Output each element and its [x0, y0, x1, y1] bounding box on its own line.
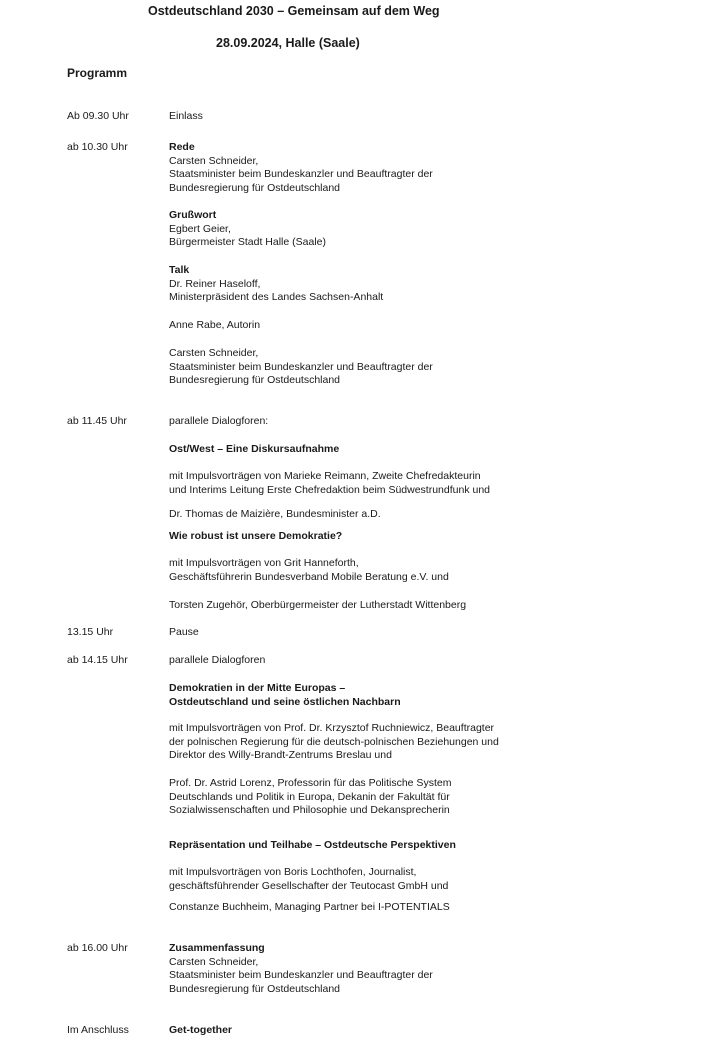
program-item	[169, 557, 689, 584]
item-text: Staatsminister beim Bundeskanzler und Beauftragter der	[169, 360, 433, 373]
program-item	[169, 530, 689, 544]
item-text: Staatsminister beim Bundeskanzler und Beauftragter der	[169, 168, 433, 181]
item-heading: Ostdeutschland und seine östlichen Nachbarn	[169, 695, 401, 708]
item-text: Sozialwissenschaften und Philosophie und Dekansprecherin	[169, 804, 450, 817]
item-text: Ministerpräsident des Landes Sachsen-Anhalt	[169, 291, 384, 304]
item-heading: Repräsentation und Teilhabe – Ostdeutsche Perspektiven	[169, 839, 456, 851]
item-text: Egbert Geier,	[169, 222, 231, 235]
program-item	[169, 415, 689, 429]
item-text: mit Impulsvorträgen von Prof. Dr. Krzysztof Ruchniewicz, Beauftragter	[169, 722, 495, 734]
item-heading: Get-together	[169, 1024, 232, 1036]
item-text: Pause	[169, 626, 199, 638]
time-label: Im Anschluss	[67, 1024, 129, 1036]
item-text: Bundesregierung für Ostdeutschland	[169, 181, 341, 194]
program-item	[169, 347, 689, 388]
item-text: parallele Dialogforen	[169, 654, 266, 666]
document-title: Ostdeutschland 2030 – Gemeinsam auf dem Weg	[148, 4, 440, 18]
item-text: Carsten Schneider,	[169, 154, 259, 167]
item-heading: Ost/West – Eine Diskursaufnahme	[169, 443, 340, 455]
item-text: mit Impulsvorträgen von Marieke Reimann, Zweite Chefredakteurin	[169, 470, 481, 482]
program-item	[169, 901, 689, 915]
program-item	[169, 209, 689, 250]
time-label: ab 14.15 Uhr	[67, 654, 128, 666]
item-text: Bundesregierung für Ostdeutschland	[169, 374, 341, 387]
section-heading: Programm	[67, 66, 128, 80]
item-text: Anne Rabe, Autorin	[169, 319, 261, 331]
program-item	[169, 777, 689, 818]
program-item	[169, 626, 689, 640]
item-text: Dr. Thomas de Maizière, Bundesminister a.D.	[169, 508, 381, 520]
time-label: 13.15 Uhr	[67, 626, 114, 638]
program-item	[169, 443, 689, 457]
item-text: Carsten Schneider,	[169, 347, 259, 359]
program-item	[169, 1024, 689, 1038]
time-label: ab 16.00 Uhr	[67, 942, 128, 954]
item-text: Dr. Reiner Haseloff,	[169, 277, 261, 290]
time-label: Ab 09.30 Uhr	[67, 110, 129, 122]
item-heading: Grußwort	[169, 209, 217, 221]
program-item	[169, 682, 689, 709]
item-text: Deutschlands und Politik in Europa, Dekanin der Fakultät für	[169, 790, 450, 803]
program-item	[169, 508, 689, 522]
item-heading: Rede	[169, 141, 195, 153]
item-text: Geschäftsführerin Bundesverband Mobile Beratung e.V. und	[169, 570, 449, 583]
item-text: parallele Dialogforen:	[169, 415, 269, 427]
item-heading: Demokratien in der Mitte Europas –	[169, 682, 346, 694]
item-text: Bundesregierung für Ostdeutschland	[169, 982, 341, 995]
item-text: Constanze Buchheim, Managing Partner bei I-POTENTIALS	[169, 901, 450, 913]
program-item	[169, 264, 689, 305]
item-text: Staatsminister beim Bundeskanzler und Beauftragter der	[169, 969, 433, 982]
item-text: mit Impulsvorträgen von Grit Hanneforth,	[169, 557, 359, 569]
program-item	[169, 654, 689, 668]
program-item	[169, 866, 689, 893]
item-heading: Talk	[169, 264, 190, 276]
item-text: Prof. Dr. Astrid Lorenz, Professorin für das Politische System	[169, 777, 452, 789]
item-heading: Wie robust ist unsere Demokratie?	[169, 530, 343, 542]
item-text: mit Impulsvorträgen von Boris Lochthofen, Journalist,	[169, 866, 417, 878]
program-item	[169, 722, 689, 763]
program-item	[169, 470, 689, 497]
item-text: Torsten Zugehör, Oberbürgermeister der Lutherstadt Wittenberg	[169, 599, 467, 611]
item-text: Bürgermeister Stadt Halle (Saale)	[169, 236, 326, 249]
item-text: Einlass	[169, 110, 203, 122]
item-text: geschäftsführender Gesellschafter der Teutocast GmbH und	[169, 879, 449, 892]
date-place: 28.09.2024, Halle (Saale)	[216, 36, 360, 50]
program-item	[169, 839, 689, 853]
program-item	[169, 599, 689, 613]
program-item	[169, 141, 689, 195]
item-text: Direktor des Willy-Brandt-Zentrums Breslau und	[169, 749, 392, 762]
program-item	[169, 110, 689, 124]
item-text: Carsten Schneider,	[169, 955, 259, 968]
program-item	[169, 319, 689, 333]
time-label: ab 11.45 Uhr	[67, 415, 127, 427]
time-label: ab 10.30 Uhr	[67, 141, 128, 153]
item-text: und Interims Leitung Erste Chefredaktion beim Südwestrundfunk und	[169, 483, 491, 496]
program-item	[169, 942, 689, 996]
item-text: der polnischen Regierung für die deutsch-polnischen Beziehungen und	[169, 735, 499, 748]
item-heading: Zusammenfassung	[169, 942, 265, 954]
